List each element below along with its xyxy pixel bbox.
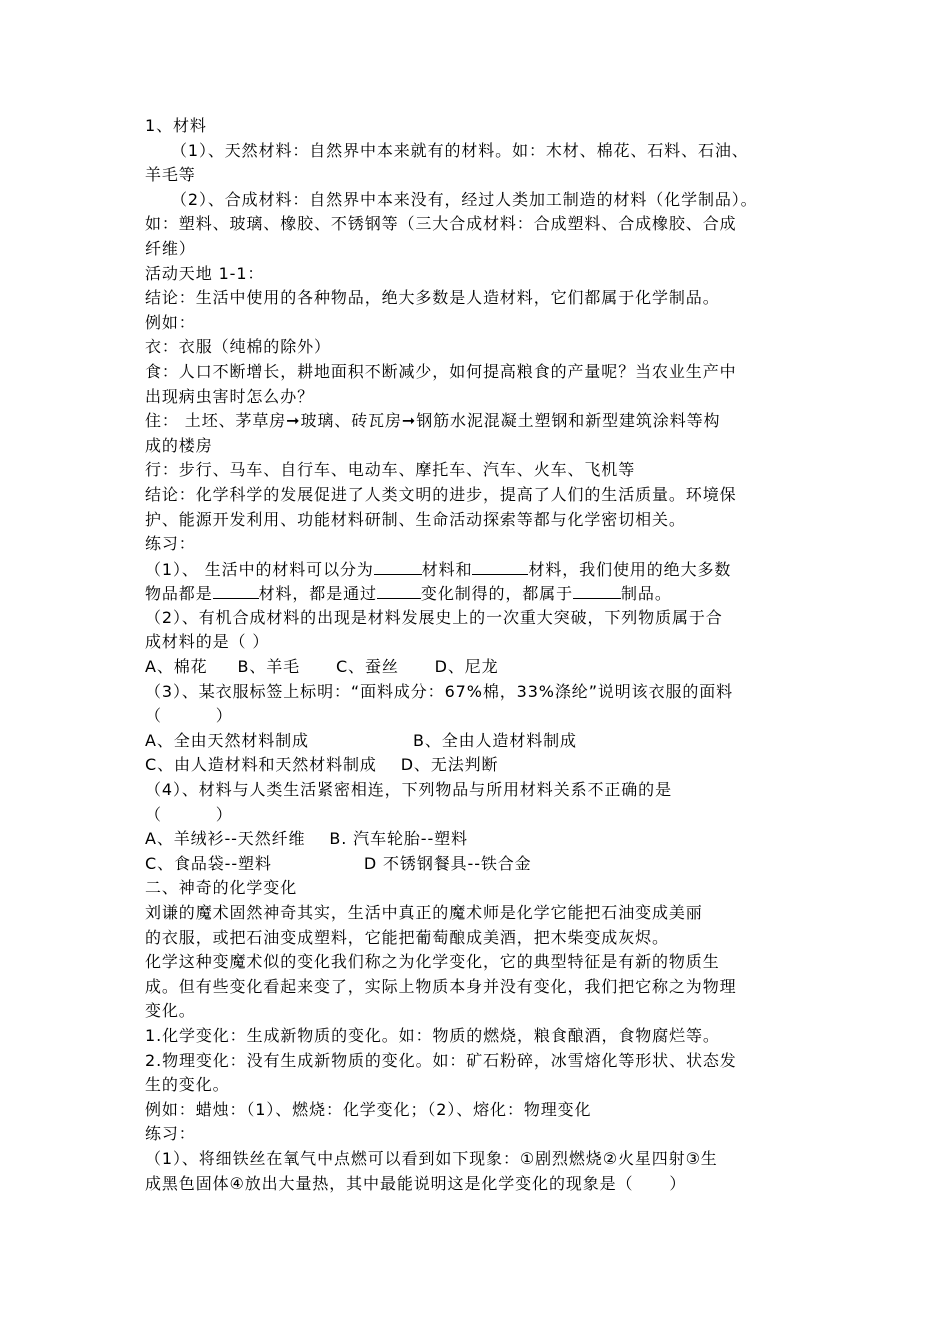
question-4-cont: （ ） <box>145 804 233 824</box>
conclusion-2-cont: 护、能源开发利用、功能材料研制、生命活动探索等都与化学密切相关。 <box>145 509 686 529</box>
practice-heading: 练习： <box>145 534 196 554</box>
q1-text-3: 材料，我们使用的绝大多数 <box>528 559 732 579</box>
q1-text-6: 变化制得的，都属于 <box>420 584 574 604</box>
final-question: （1）、将细铁丝在氧气中点燃可以看到如下现象：①剧烈燃烧②火星四射③生 <box>145 1148 718 1168</box>
q1-text-7: 制品。 <box>621 584 672 604</box>
practice-heading-2: 练习： <box>145 1124 196 1144</box>
definition-chemical-change: 1.化学变化：生成新物质的变化。如：物质的燃烧，粮食酿酒，食物腐烂等。 <box>145 1025 720 1045</box>
paragraph-definition-cont: 成。但有些变化看起来变了，实际上物质本身并没有变化，我们把它称之为物理 <box>145 976 737 996</box>
example-housing: 住： 土坯、茅草房➞玻璃、砖瓦房➞钢筋水泥混凝土塑钢和新型建筑涂料等构 <box>145 411 721 431</box>
q1-blank-3[interactable] <box>213 581 259 599</box>
question-3-options-ab <box>145 729 820 754</box>
q1-blank-4[interactable] <box>377 581 421 599</box>
q1-blank-1[interactable] <box>374 557 422 575</box>
paragraph-definition-end: 变化。 <box>145 1001 196 1021</box>
q1-text-2: 材料和 <box>421 559 473 579</box>
question-3: （3）、某衣服标签上标明：“面料成分：67%棉，33%涤纶”说明该衣服的面料 <box>145 681 734 701</box>
example-transport: 行：步行、马车、自行车、电动车、摩托车、汽车、火车、飞机等 <box>145 460 636 480</box>
example-clothing: 衣：衣服（纯棉的除外） <box>145 337 331 357</box>
natural-materials-line: （1）、天然材料：自然界中本来就有的材料。如：木材、棉花、石料、石油、 <box>171 140 749 160</box>
q3-option-a: A、全由天然材料制成 <box>145 730 309 750</box>
paragraph-magic-cont: 的衣服，或把石油变成塑料，它能把葡萄酿成美酒，把木柴变成灰烬。 <box>145 927 669 947</box>
question-4-options-cd <box>145 852 820 877</box>
q1-blank-2[interactable] <box>472 557 528 575</box>
question-1-line-1 <box>145 557 820 582</box>
q1-blank-5[interactable] <box>573 581 621 599</box>
question-3-options-cd: C、由人造材料和天然材料制成 D、无法判断 <box>145 755 499 775</box>
question-2: （2）、有机合成材料的出现是材料发展史上的一次重大突破，下列物质属于合 <box>145 607 723 627</box>
question-4-options-ab: A、羊绒衫--天然纤维 B. 汽车轮胎--塑料 <box>145 829 468 849</box>
example-housing-cont: 成的楼房 <box>145 435 213 455</box>
question-4: （4）、材料与人类生活紧密相连，下列物品与所用材料关系不正确的是 <box>145 780 672 800</box>
example-food: 食：人口不断增长，耕地面积不断减少，如何提高粮食的产量呢？当农业生产中 <box>145 361 737 381</box>
q1-text-1: （1）、 生活中的材料可以分为 <box>145 559 374 579</box>
example-candle: 例如：蜡烛：（1）、燃烧：化学变化；（2）、熔化：物理变化 <box>145 1099 592 1119</box>
q1-text-5: 材料，都是通过 <box>258 584 377 604</box>
paragraph-magic: 刘谦的魔术固然神奇其实，生活中真正的魔术师是化学它能把石油变成美丽 <box>145 903 703 922</box>
q1-text-4: 物品都是 <box>145 584 213 604</box>
section-heading-chemical-change: 二、神奇的化学变化 <box>145 878 298 898</box>
question-2-options: A、棉花 B、羊毛 C、蚕丝 D、尼龙 <box>145 657 499 677</box>
activity-heading: 活动天地 1-1： <box>145 263 265 283</box>
question-2-cont: 成材料的是（ ） <box>145 632 270 652</box>
synthetic-materials-line: （2）、合成材料：自然界中本来没有，经过人类加工制造的材料（化学制品）。 <box>171 189 758 209</box>
question-3-cont: （ ） <box>145 706 233 726</box>
example-food-cont: 出现病虫害时怎么办？ <box>145 386 315 406</box>
section-heading-materials: 1、材料 <box>145 116 207 135</box>
conclusion-1: 结论：生活中使用的各种物品，绝大多数是人造材料，它们都属于化学制品。 <box>145 288 720 308</box>
question-1-line-2 <box>145 581 820 606</box>
final-question-cont: 成黑色固体④放出大量热，其中最能说明这是化学变化的现象是（ ） <box>145 1173 687 1193</box>
synthetic-materials-line-cont: 如：塑料、玻璃、橡胶、不锈钢等（三大合成材料：合成塑料、合成橡胶、合成 <box>145 214 737 234</box>
synthetic-materials-line-end: 纤维） <box>145 238 196 258</box>
q4-option-d: D 不锈钢餐具--铁合金 <box>363 853 532 873</box>
definition-physical-change: 2.物理变化：没有生成新物质的变化。如：矿石粉碎，冰雪熔化等形状、状态发 <box>145 1050 737 1070</box>
conclusion-2: 结论：化学科学的发展促进了人类文明的进步，提高了人们的生活质量。环境保 <box>145 484 737 504</box>
q3-option-b: B、全由人造材料制成 <box>412 730 577 750</box>
paragraph-definition: 化学这种变魔术似的变化我们称之为化学变化，它的典型特征是有新的物质生 <box>145 952 720 972</box>
natural-materials-line-cont: 羊毛等 <box>145 165 196 185</box>
example-heading: 例如： <box>145 312 196 332</box>
q4-option-c: C、食品袋--塑料 <box>145 853 272 873</box>
definition-physical-change-cont: 生的变化。 <box>145 1075 230 1095</box>
